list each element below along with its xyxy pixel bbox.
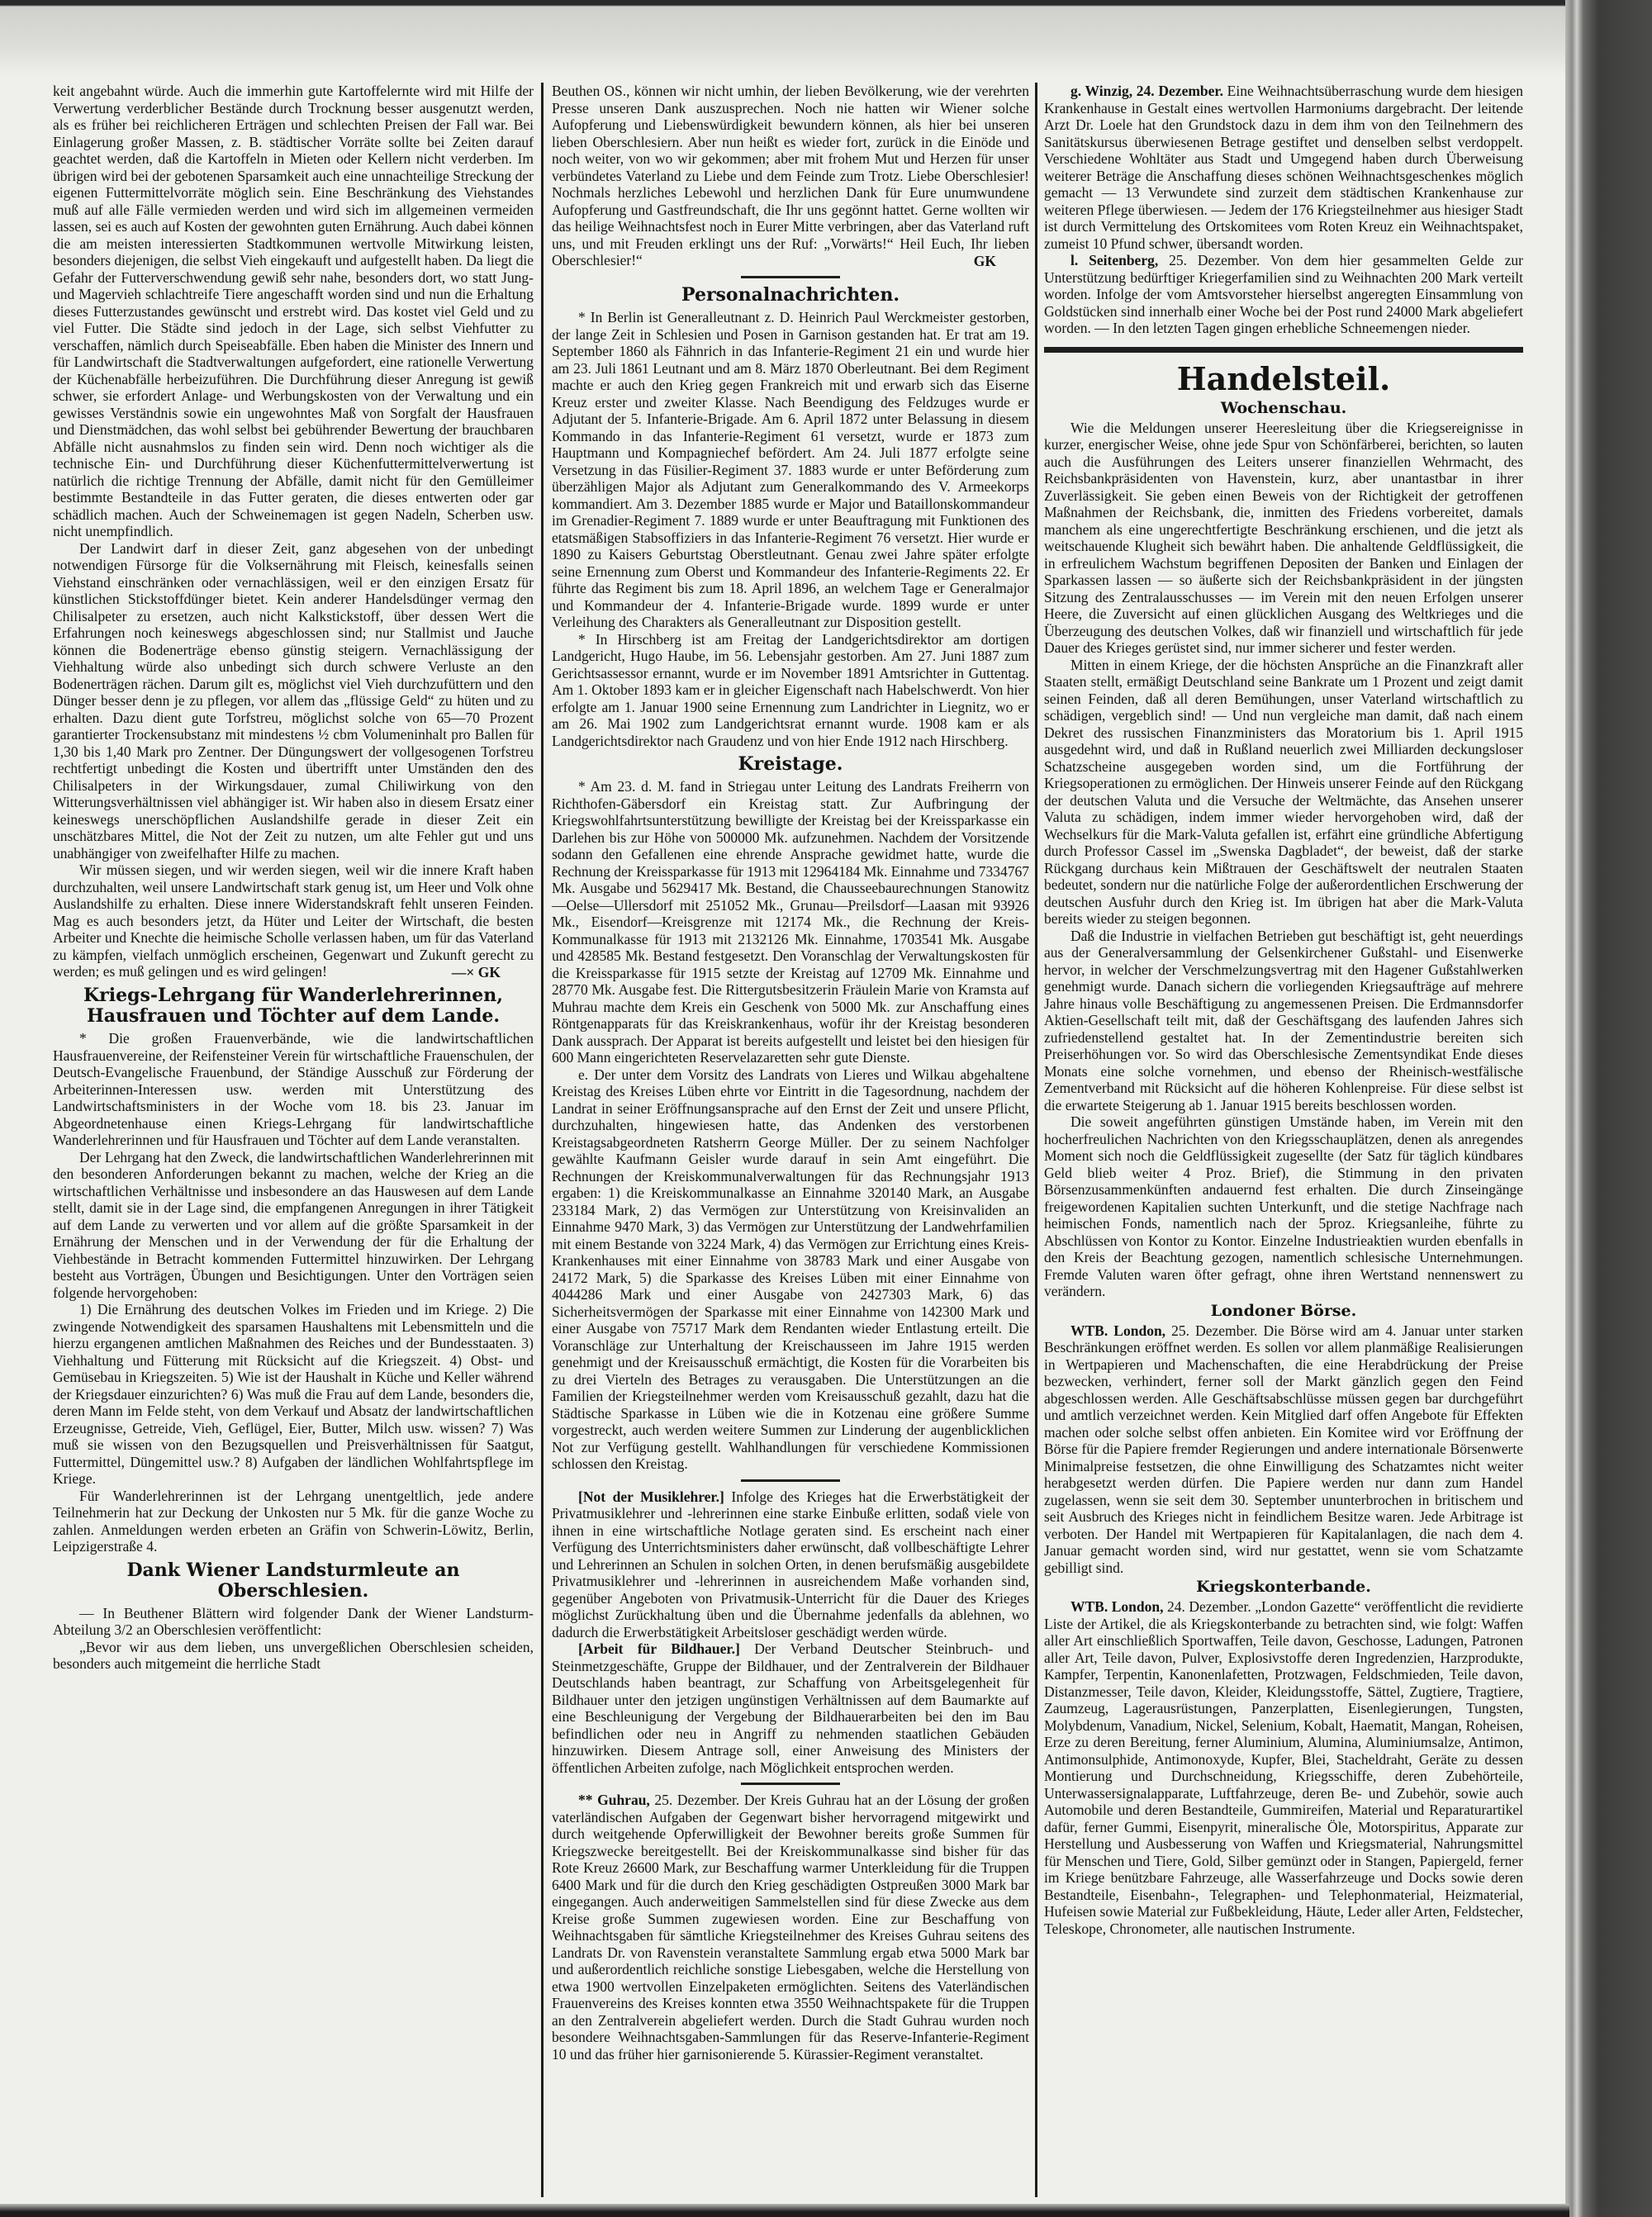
section-divider bbox=[1044, 347, 1523, 353]
paragraph-text: Wir müssen siegen, und wir werden siegen, weil wir die innere Kraft haben durchzuhalten, weil unsere Landwirtschaft stark genug ist, um Heer und Volk ohne Auslandshilfe zu erhalten. Diese innere Widerstandskraft fehlt unseren Feinden. Mag es auch besonders jetzt, da Hüter und Leiter der Wirtschaft, die besten Arbeiter und Knechte die heimische Scholle verlassen haben, um für das Vaterland zu kämpfen, vielfach unmöglich erscheinen, Gegenwart und Zukunft gerecht zu werden; es muß gelingen und es wird gelingen! bbox=[53, 862, 534, 980]
article-paragraph bbox=[53, 1301, 534, 1488]
column-divider bbox=[1035, 83, 1037, 2197]
article-paragraph bbox=[1044, 252, 1523, 337]
scan-binding-edge bbox=[1565, 0, 1652, 2217]
section-divider bbox=[741, 1783, 840, 1785]
paragraph-dateline: ** Guhrau, bbox=[578, 1792, 650, 1808]
paragraph-text: Mitten in einem Kriege, der die höchsten Ansprüche an die Finanzkraft aller Staaten stellt, ermäßigt Deutschland seine Bankrate um 1 Prozent und zeigt damit seinen Feinden, daß all deren Bemühungen, unser Vaterland wirtschaftlich zu schädigen, vergeblich sind! — Und nun vergleiche man damit, daß nach einem Dekret des russischen Finanzministers das Moratorium bis 1. April 1915 ausgedehnt wird, und daß in Rußland neuerlich zwei Milliarden deckungsloser Schatzscheine ausgegeben worden sind, um die Fortführung der Kriegsoperationen zu ermöglichen. Der Hinweis unserer Feinde auf den Rückgang der deutschen Valuta und die Versuche der Weltmächte, das Ansehen unserer Valuta zu schädigen, indem immer wieder hervorgehoben wird, daß der Wechselkurs für die Mark-Valuta gefallen ist, erfährt eine gründliche Abfertigung durch Professor Cassel im „Swenska Dagbladet“, der beweist, daß der starke Rückgang durchaus kein Mißtrauen der Geschäftswelt der neutralen Staaten bedeutet, sondern nur die natürliche Folge der außerordentlichen Erschwerung der deutschen Ausfuhr durch den Krieg ist. Im übrigen hat aber die Mark-Valuta bereits wieder zu steigen begonnen. bbox=[1044, 656, 1523, 927]
article-paragraph bbox=[552, 1792, 1029, 2063]
article-paragraph bbox=[552, 1488, 1029, 1641]
paragraph-text: Wie die Meldungen unserer Heeresleitung über die Kriegsereignisse in kurzer, energischer Weise, ohne jede Spur von Schönfärberei, berichten, so lauten auch die Ausführungen des Leiters unserer finanziellen Wehrmacht, des Reichsbankpräsidenten von Havenstein, kurz, aber unantastbar in ihrer Zuverlässigkeit. Sie geben einen Beweis von der Richtigkeit der getroffenen Maßnahmen der Reichsbank, die, inmitten des Friedens vorbereitet, damals manchem als eine ungerechtfertigte Beschränkung erschienen, und die jetzt als weitschauende Klugheit sich bewährt haben. Die anhaltende Geldflüssigkeit, die in erfreulichem Wachstum begriffenen Depositen der Banken und Einlagen der Sparkassen lassen — so äußerte sich der Reichsbankpräsident in der jüngsten Sitzung des Zentralausschusses — im Verein mit den neuen Erfolgen unserer Heere, die Zuversicht auf einen glücklichen Ausgang des Weltkrieges und die Überzeugung des deutschen Volkes, daß wir finanziell und wirtschaftlich für jede Dauer des Krieges gerüstet sind, nur immer sicherer und fester werden. bbox=[1044, 419, 1523, 656]
paragraph-dateline: l. Seitenberg, bbox=[1070, 252, 1159, 268]
section-subheading: Kriegskonterbande. bbox=[1196, 1578, 1371, 1596]
article-paragraph bbox=[53, 540, 534, 862]
section-subheading: Wochenschau. bbox=[1220, 398, 1347, 417]
paragraph-text: * In Berlin ist Generalleutnant z. D. Heinrich Paul Werckmeister gestorben, der lange Zeit in Schlesien und Posen in Garnison gestanden hat. Er trat am 19. September 1860 als Fähnrich in das Infanterie-Regiment 21 ein und wurde hier am 23. Juli 1861 Leutnant und am 8. März 1870 Oberleutnant. Bei dem Regiment machte er auch den Krieg gegen Frankreich mit und erwarb sich das Eiserne Kreuz erster und zweiter Klasse. Nach Beendigung des Feldzuges wurde er Adjutant der 5. Infanterie-Brigade. Am 6. April 1872 unter Belassung in diesem Kommando in das Infanterie-Regiment 61 versetzt, wurde er 1873 zum Hauptmann und Kompagniechef befördert. Am 24. Juli 1877 erfolgte seine Versetzung in das Füsilier-Regiment 37. 1883 wurde er unter Beförderung zum überzähligen Major als Adjutant zum Generalkommando des V. Armeekorps kommandiert. Am 3. Dezember 1885 wurde er Major und Bataillonskommandeur im Grenadier-Regiment 7. 1889 wurde er unter Beauftragung mit Funktionen des etatsmäßigen Stabsoffiziers in das Infanterie-Regiment 76 versetzt. Hier wurde er 1890 zu Kaisers Geburtstag Oberstleutnant. Genau zwei Jahre später erfolgte seine Ernennung zum Oberst und Kommandeur des Infanterie-Regiments 22. Er führte das Regiment bis zum 18. April 1896, an welchem Tage er Generalmajor und Kommandeur der 4. Infanterie-Brigade wurde. 1899 wurde er unter Verleihung des Charakters als Generalleutnant zur Disposition gestellt. bbox=[552, 309, 1029, 630]
newspaper-column-3 bbox=[1044, 83, 1523, 1937]
paragraph-text: 24. Dezember. „London Gazette“ veröffentlicht die revidierte Liste der Artikel, die als Kriegskonterbande zu betrachten sind, wie folgt: Waffen aller Art einschließlich Sportwaffen, Teile davon, Geschosse, Ladungen, Patronen aller Art, Teile davon, Pulver, Explosivstoffe deren Ingredenzien, Harzprodukte, Kampfer, Terpentin, Kanonenlafetten, Protzwagen, Feldschmieden, Teile davon, Distanzmesser, Teile davon, Kleider, Kleidungsstoffe, Sättel, Zugtiere, Tragtiere, Zaumzeug, Lagerausrüstungen, Panzerplatten, Eisenlegierungen, Tungsten, Molybdenum, Vanadium, Nickel, Selenium, Kobalt, Haematit, Mangan, Roheisen, Erze zu deren Bereitung, ferner Aluminium, Alumina, Aluminiumsalze, Antimon, Antimonsulphide, Antimonoxyde, Kupfer, Blei, Stacheldraht, Geräte zu dessen Montierung und Durchschneidung, Kriegsschiffe, deren Zubehörteile, Unterwassersignalapparate, Luftfahrzeuge, deren Be- und Zubehör, sowie auch Automobile und deren Bestandteile, Gummireifen, Material und Reparaturartikel dafür, ferner Gummi, Eisenpyrit, mineralische Öle, Motorspiritus, Apparate zur Herstellung und Ausbesserung von Waffen und Kriegsmaterial, Nahrungsmittel für Menschen und Tiere, Gold, Silber gemünzt oder in Stangen, Papiergeld, ferner im Kriege benützbare Fahrzeuge, alle Wasserfahrzeuge und Docks sowie deren Bestandteile, Eisenbahn-, Telegraphen- und Telephonmaterial, Heizmaterial, Hufeisen sowie Material zur Fußbekleidung, Häute, Leder aller Arten, Feldstecher, Teleskope, Chronometer, alle nautischen Instrumente. bbox=[1044, 1598, 1524, 1937]
page-top-edge bbox=[0, 0, 1569, 76]
paragraph-dateline: g. Winzig, 24. Dezember. bbox=[1070, 83, 1223, 99]
article-paragraph bbox=[53, 1030, 534, 1149]
article-headline: Personalnachrichten. bbox=[681, 284, 900, 306]
paragraph-text: keit angebahnt würde. Auch die immerhin gute Kartoffelernte wird mit Hilfe der Verwertung verderblicher Bestände durch Trocknung besser ausgenutzt werden, als es früher bei reichlicheren Erträgen und schlechten Preisen der Fall war. Bei Einlagerung großer Massen, z. B. städtischer Vorräte sollte bei Zeiten darauf geachtet werden, daß die Kartoffeln in Mieten oder Kellern nicht verderben. Im übrigen wird bei der gebotenen Sparsamkeit auch eine unnachteilige Streckung der eigenen Futtermittelvorräte möglich sein. Eine Beschränkung des Viehstandes muß auf alle Fälle vermieden werden und wird sich im allgemeinen vermeiden lassen, sei es auch auf Kosten der gewohnten guten Ernährung. Auch dabei können die am meisten interessierten Stadtkommunen wertvolle Mitwirkung leisten, besonders diejenigen, die selbst Vieh eingekauft und aufgestellt haben. Da liegt die Gefahr der Futterverschwendung gewiß sehr nahe, besonders dort, wo statt Jung- und Magervieh schlachtreife Tiere angeschafft worden sind und nun die Erhaltung dieses Futterzustandes gewünscht und erstrebt wird. Das kostet viel Geld und zu viel Futter. Die Städte sind jedoch in der Lage, sich selbst Viehfutter zu verschaffen, nämlich durch Speiseabfälle. Eben haben die Minister des Innern und für Landwirtschaft die Stadtverwaltungen aufgefordert, eine rationelle Verwertung der Küchenabfälle herbeizuführen. Die Durchführung dieser Anregung ist gewiß schwer, sie erfordert Anlage- und Werbungskosten von der Verwaltung und ein gewisses Verständnis sowie ein ungewohntes Maß von Sorgfalt der Hausfrauen und Dienstmädchen, das wohl selbst bei gebührender Bewertung der brauchbaren Abfälle nicht ausnahmslos zu finden sein wird. Denn noch wichtiger als die technische Ein- und Durchführung dieser Küchenfuttermittelverwertung ist natürlich die richtige Trennung der Abfälle, damit nicht für den Gemülleimer bestimmte Bestandteile in das Futter geraten, die dieses entwerten oder gar schädlich machen. Auch der Schweinemagen ist gegen Nadeln, Scherben usw. nicht unempfindlich. bbox=[53, 83, 534, 539]
paragraph-text: Daß die Industrie in vielfachen Betrieben gut beschäftigt ist, geht neuerdings aus der Generalversammlung der Gelsenkirchener Gußstahl- und Eisenwerke hervor, in welcher der Verschmelzungsvertrag mit den Hagener Gußstahlwerken genehmigt wurde. Danach sichern die vorliegenden Kriegsaufträge auf mehrere Jahre hinaus volle Beschäftigung zu angemessenen Preisen. Die Erdmannsdorfer Aktien-Gesellschaft teilt mit, daß der Geschäftsgang des laufenden Jahres sich zufriedenstellend gestaltet hat. In der Zementindustrie bereiten sich Preiserhöhungen vor. So wird das Oberschlesische Zementsyndikat Ende dieses Monats eine solche vornehmen, und ebenso der Rheinisch-westfälische Zementverband mit Rücksicht auf die höheren Kohlenpreise. Für diese selbst ist die erwartete Steigerung ab 1. Januar 1915 bereits beschlossen worden. bbox=[1044, 927, 1523, 1113]
paragraph-text: Der Verband Deutscher Steinbruch- und Steinmetzgeschäfte, Gruppe der Bildhauer, und der Zentralverein der Bildhauer Deutschlands haben beantragt, zur Schaffung von Arbeitsgelegenheit für Bildhauer unter den jetzigen ungünstigen Verhältnissen auf dem Baumarkte auf eine Beschleunigung der Vergebung der Bildhauerarbeiten bei den im Bau befindlichen oder neu in Angriff zu nehmenden staatlichen Gebäuden hinzuwirken. Diesem Antrage soll, einer Anweisung des Ministers der öffentlichen Arbeiten zufolge, nach Möglichkeit entsprochen werden. bbox=[552, 1640, 1029, 1776]
author-signature: —× GK bbox=[451, 963, 501, 980]
article-paragraph bbox=[552, 83, 1029, 269]
article-paragraph bbox=[1044, 83, 1523, 252]
article-paragraph bbox=[53, 1149, 534, 1302]
newspaper-column-2 bbox=[552, 83, 1029, 2063]
paragraph-dateline: [Not der Musiklehrer.] bbox=[578, 1488, 724, 1505]
paragraph-text: * Die großen Frauenverbände, wie die landwirtschaftlichen Hausfrauenvereine, der Reifensteiner Verein für wirtschaftliche Frauenschulen, der Deutsch-Evangelische Frauenbund, der Ständige Ausschuß zur Förderung der Arbeiterinnen-Interessen usw. werden mit Unterstützung des Landwirtschaftsministers in der Woche vom 18. bis 23. Januar im Abgeordnetenhause einen Kriegs-Lehrgang für landwirtschaftliche Wanderlehrerinnen und für Hausfrauen und Töchter auf dem Lande veranstalten. bbox=[53, 1030, 534, 1148]
article-paragraph bbox=[1044, 657, 1523, 928]
newspaper-column-1 bbox=[53, 83, 534, 1673]
article-paragraph bbox=[53, 1605, 534, 1639]
author-signature: GK bbox=[973, 252, 996, 269]
paragraph-text: Der Landwirt darf in dieser Zeit, ganz abgesehen von der unbedingt notwendigen Fürsorge für die Volksernährung mit Fleisch, keinesfalls seinen Viehstand einschränken oder vernachlässigen, weil er den einzigen Ersatz für künstlichen Stickstoffdünger bietet. Kein anderer Handelsdünger vermag den Chilisalpeter zu ersetzen, auch nicht Kalkstickstoff, über dessen Wert die Erfahrungen noch keineswegs abgeschlossen sind; nur Stallmist und Jauche können die Bodenerträge ebenso günstig steigern. Vernachlässigung der Viehhaltung würde also unbedingt sich durch schwere Verluste an den Bodenerträgen rächen. Darum gilt es, möglichst viel Vieh durchzufüttern und den Dünger besser denn je zu pflegen, vor allem das „flüssige Geld“ zu hüten und zu erhalten. Dazu dient gute Torfstreu, möglichst solche von 65—70 Prozent garantierter Trockensubstanz mit mindestens ½ cbm Volumeninhalt pro Ballen für 1,30 bis 1,40 Mark pro Zentner. Der Düngungswert der vollgesogenen Torfstreu rechtfertigt unbedingt die Kosten und übertrifft unter Umständen den des Chilisalpeters in der Wirkungsdauer, zumal Chiliwirkung von den Witterungsverhältnissen viel abhängiger ist. Wir haben also in diesem Ersatz einer keineswegs unerschöpflichen Auslandshilfe gerade in dieser Zeit ein unschätzbares Mittel, die Not der Zeit zu nutzen, um alte Fehler gut und uns unabhängiger von zweifelhafter Hilfe zu machen. bbox=[53, 539, 534, 862]
paragraph-text: 25. Dezember. Die Börse wird am 4. Januar unter starken Beschränkungen eröffnet werden. Es sollen vor allem planmäßige Realisierungen in Wertpapieren und Machenschaften, die eine Herabdrückung der Preise bezwecken, verhindert, ferner soll der Markt gänzlich gegen den Feind abgeschlossen werden. Alle Geschäftsabschlüsse müssen gegen bar durchgeführt und amtlich verzeichnet werden. Kein Mitglied darf offen Angebote für Effekten machen oder solche selbst offen anbieten. Ein Komitee wird vor Eröffnung der Börse für die Papiere fremder Regierungen und andere internationale Börsenwerte Minimalpreise festsetzen, die ohne Einwilligung des Schatzamtes nicht weiter herabgesetzt werden dürfen. Die Papiere werden nur dann zum Handel zugelassen, wenn sie seit dem 30. September ununterbrochen in britischem und seit Ausbruch des Krieges nicht in feindlichem Besitze waren. Jede Arbitrage ist verboten. Der Handel mit Wertpapieren für Kapitalanlagen, die nach dem 4. Januar gemacht worden sind, wird nur gestattet, wenn sie vom Schatzamte gebilligt sind. bbox=[1044, 1322, 1523, 1576]
article-paragraph bbox=[53, 1639, 534, 1673]
paragraph-text: Infolge des Krieges hat die Erwerbstätigkeit der Privatmusiklehrer und -lehrerinnen eine starke Einbuße erlitten, sodaß viele von ihnen in eine wirtschaftliche Notlage geraten sind. Es erscheint nach einer Verfügung des Unterrichtsministers daher erwünscht, daß vollbeschäftigte Lehrer und Lehrerinnen an Schulen in solchen Orten, in denen berufsmäßig ausgebildete Privatmusiklehrer und -lehrerinnen in ausreichendem Maße vorhanden sind, gegenüber Angeboten von Privatmusik-Unterricht für die Dauer des Krieges möglichst Zurückhaltung üben und die Übernahme jedenfalls da ablehnen, wo dadurch die Erwerbstätigkeit Arbeitsloser geschädigt werden würde. bbox=[552, 1488, 1030, 1640]
paragraph-text: „Bevor wir aus dem lieben, uns unvergeßlichen Oberschlesien scheiden, besonders auch mitgemeint die herrliche Stadt bbox=[53, 1638, 534, 1672]
paragraph-text: Beuthen OS., können wir nicht umhin, der lieben Bevölkerung, wie der verehrten Presse unseren Dank auszusprechen. Noch nie hatten wir Wiener solche Aufopferung und Liebenswürdigkeit bewundern können, als hier bei unseren lieben Oberschlesiern. Aber nun heißt es wieder fort, zurück in die Einöde und noch weiter, von wo wir gekommen; aber mit frohem Mut und Herzen für unser verbündetes Vaterland zu Liebe und dem Feinde zum Trotz. Liebe Oberschlesier! Nochmals herzliches Lebewohl und herzlichen Dank für Eure unumwundene Aufopferung und Gastfreundschaft, die Ihr uns gegönnt hattet. Gerne wollten wir das heilige Weihnachtsfest noch in Eurer Mitte verbringen, aber das Vaterland ruft uns, und mit Freuden erklingt uns der Ruf: „Vorwärts!“ Heil Euch, Ihr lieben Oberschlesier!“ bbox=[552, 83, 1029, 268]
article-headline: Kreistage. bbox=[738, 753, 843, 775]
section-divider bbox=[741, 1479, 840, 1482]
paragraph-text: Die soweit angeführten günstigen Umstände haben, im Verein mit den hocherfreulichen Nachrichten von den Kriegsschauplätzen, denen als anregendes Moment sich noch die Geldflüssigkeit zugesellte (der Satz für täglich kündbares Geld blieb weiter 4 Proz. Brief), die Stimmung in den privaten Börsenzusammenkünften andauernd fest erhalten. Die durch Zinseingänge freigewordenen Kapitalien suchten Unterkunft, und die stetige Nachfrage nach heimischen Fonds, namentlich nach der 5proz. Kriegsanleihe, führte zu Abschlüssen von Kontor zu Kontor. Einzelne Industrieaktien wurden ebenfalls in den Kreis der Beachtung gezogen, namentlich schlesische Unternehmungen. Fremde Valuten waren öfter gefragt, ohne ihren Wertstand nennenswert zu verändern. bbox=[1044, 1113, 1523, 1299]
article-paragraph bbox=[552, 1640, 1029, 1776]
article-headline: Handelsteil. bbox=[1176, 359, 1391, 397]
paragraph-dateline: WTB. London, bbox=[1070, 1322, 1166, 1339]
article-paragraph bbox=[53, 862, 534, 980]
paragraph-text: * Am 23. d. M. fand in Striegau unter Leitung des Landrats Freiherrn von Richthofen-Gäbersdorf ein Kreistag statt. Zur Aufbringung der Kriegswohlfahrtsunterstützung bewilligte der Kreistag bei der Kreissparkasse ein Darlehen bis zur Höhe von 500000 Mk. aufzunehmen. Nachdem der Vorsitzende sodann den Gefallenen eine ehrende Ansprache gewidmet hatte, wurde die Rechnung der Kreissparkasse für 1913 mit 12964184 Mk. Einnahme und 7334767 Mk. Ausgabe und 5629417 Mk. Bestand, die Chausseebaurechnungen Stanowitz—Oelse—Ullersdorf mit 251052 Mk., Grunau—Preilsdorf—Laasan mit 93926 Mk., Eisendorf—Kreisgrenze mit 12174 Mk., die Rechnung der Kreis-Kommunalkasse für 1913 mit 2132126 Mk. Einnahme, 1703541 Mk. Ausgabe und 428585 Mk. Bestand festgesetzt. Den Voranschlag der Verwaltungskosten für die Kreissparkasse für 1915 setzte der Kreistag auf 12709 Mk. Einnahme und 28770 Mk. Ausgabe fest. Die Rittergutsbesitzerin Fräulein Marie von Kramsta auf Muhrau machte dem Kreis ein Geschenk von 5000 Mk. zur Anschaffung eines Röntgenapparats für das Kreiskrankenhaus, wofür ihr der Kreistag besonderen Dank aussprach. Der Apparat ist bereits aufgestellt und leistet bei den hiesigen für 600 Mann eingerichteten Reservelazaretten sehr gute Dienste. bbox=[552, 778, 1029, 1066]
paragraph-text: * In Hirschberg ist am Freitag der Landgerichtsdirektor am dortigen Landgericht, Hugo Haube, im 56. Lebensjahr gestorben. Am 27. Juni 1887 zum Gerichtsassessor ernannt, wurde er im November 1891 Amtsrichter in Guttentag. Am 1. Oktober 1893 kam er in gleicher Eigenschaft nach Habelschwerdt. Von hier erfolgte am 1. Januar 1900 seine Ernennung zum Landrichter in Liegnitz, wo er am 26. Mai 1902 zum Landgerichtsrat ernannt wurde. 1908 kam er als Landgerichtsdirektor nach Graudenz und von hier Ende 1912 nach Hirschberg. bbox=[552, 630, 1029, 749]
article-paragraph bbox=[552, 309, 1029, 631]
paragraph-text: Eine Weihnachtsüberraschung wurde dem hiesigen Krankenhause in Gestalt eines wertvollen Harmoniums dargebracht. Der leitende Arzt Dr. Loele hat den Grundstock dazu in dem ihm von den Teilnehmern des Sanitätskursus überwiesenen Betrage gestiftet und denselben selbst verdoppelt. Verschiedene Wohltäter aus Stadt und Umgegend haben durch Überweisung weiterer Beträge die Anschaffung dieses schönen Weihnachtsgeschenkes möglich gemacht — 13 Verwundete sind zurzeit dem städtischen Krankenhause zur weiteren Pflege überwiesen. — Jedem der 176 Kriegsteilnehmer aus hiesiger Stadt ist durch Vermittelung des Ortskomitees vom Roten Kreuz ein Weihnachtspaket, zumeist 10 Pfund schwer, übersandt worden. bbox=[1044, 83, 1523, 252]
article-paragraph bbox=[552, 1066, 1029, 1473]
article-headline: Kriegs-Lehrgang für Wanderlehrerinnen, Hausfrauen und Töchter auf dem Lande. bbox=[83, 985, 503, 1027]
article-headline: Dank Wiener Landsturmleute an Oberschlesien. bbox=[126, 1559, 460, 1602]
paragraph-text: — In Beuthener Blättern wird folgender Dank der Wiener Landsturm-Abteilung 3/2 an Oberschlesien veröffentlicht: bbox=[53, 1604, 534, 1638]
paragraph-text: 25. Dezember. Der Kreis Guhrau hat an der Lösung der großen vaterländischen Aufgaben der Gegenwart bisher hervorragend mitgewirkt und durch weitgehende Opferwilligkeit der Bewohner bereits große Summen für Kriegszwecke bereitgestellt. Bei der Kreiskommunalkasse sind bisher für das Rote Kreuz 26600 Mark, zur Beschaffung warmer Unterkleidung für die Truppen 6400 Mark und für die durch den Krieg geschädigten Ostpreußen 3000 Mark bar eingegangen. Auch anderweitigen Sammelstellen sind für diese Zwecke aus dem Kreise große Summen zugewiesen worden. Eine zur Beschaffung von Weihnachtsgaben für sämtliche Kriegsteilnehmer des Kreises Guhrau seitens des Landrats Dr. von Ravenstein veranstaltete Sammlung ergab etwa 5000 Mark bar und außerordentlich reichliche sonstige Liebesgaben, welche die Herstellung von etwa 1900 wertvollen Einzelpaketen ermöglichten. Seitens des Vaterländischen Frauenvereins des Kreises konnten etwa 3550 Weihnachtspakete für die Truppen an den Zentralverein abgeliefert werden. Durch die Stadt Guhrau wurden noch besondere Weihnachtsgaben-Sammlungen für das Reserve-Infanterie-Regiment 10 und das früher hier garnisonierende 5. Kürassier-Regiment veranstaltet. bbox=[552, 1792, 1029, 2063]
article-paragraph bbox=[1044, 420, 1523, 657]
article-paragraph bbox=[1044, 928, 1523, 1114]
article-paragraph bbox=[1044, 1322, 1523, 1577]
column-divider bbox=[541, 83, 544, 2197]
article-paragraph bbox=[552, 631, 1029, 750]
section-subheading: Londoner Börse. bbox=[1210, 1301, 1357, 1320]
paragraph-text: 1) Die Ernährung des deutschen Volkes im Frieden und im Kriege. 2) Die zwingende Notwendigkeit des sparsamen Haushaltens mit Lebensmitteln und die hierzu ergangenen amtlichen Maßnahmen des Reiches und der Bundesstaaten. 3) Viehhaltung und Fütterung mit Rücksicht auf die Kriegszeit. 4) Obst- und Gemüsebau in Kriegszeiten. 5) Wie ist der Haushalt in Küche und Keller während der Kriegsdauer einzurichten? 6) Was muß die Frau auf dem Lande, besonders die, deren Mann im Felde steht, von dem Verkauf und Absatz der landwirtschaftlichen Erzeugnisse, Getreide, Vieh, Geflügel, Eier, Butter, Milch usw. wissen? 7) Was muß sie wissen von den Bezugsquellen und Preisverhältnissen für Saatgut, Futtermittel, Düngemittel usw.? 8) Aufgaben der ländlichen Wohlfahrtspflege im Kriege. bbox=[53, 1301, 534, 1487]
article-paragraph bbox=[1044, 1113, 1523, 1300]
paragraph-text: 25. Dezember. Von dem hier gesammelten Gelde zur Unterstützung bedürftiger Kriegerfamilien sind zu Weihnachten 200 Mark verteilt worden. Infolge der vom Amtsvorsteher hierselbst angeregten Einsammlung von Goldstücken sind innerhalb einer Woche bei der Post rund 24000 Mark abgeliefert worden. — In den letzten Tagen gingen erhebliche Schneemengen nieder. bbox=[1044, 252, 1523, 336]
article-paragraph bbox=[53, 1488, 534, 1555]
paragraph-text: e. Der unter dem Vorsitz des Landrats von Lieres und Wilkau abgehaltene Kreistag des Kreises Lüben ehrte vor Eintritt in die Tagesordnung, nachdem der Landrat in seiner Eröffnungsansprache auf den Ernst der Zeit und unsere Pflicht, durchzuhalten, hingewiesen hatte, das Andenken des verstorbenen Kreistagsabgeordneten Ratsherrn George Müller. Der zu seinem Nachfolger gewählte Kaufmann Geisler wurde darauf in sein Amt eingeführt. Die Rechnungen der Kreiskommunalverwaltungen für das Rechnungsjahr 1913 ergaben: 1) die Kreiskommunalkasse an Einnahme 320140 Mark, an Ausgabe 233184 Mark, 2) das Vermögen zur Unterstützung von Kreisinvaliden an Einnahme 9470 Mark, 3) das Vermögen zur Unterstützung der Landwehrfamilien mit einem Bestande von 3224 Mark, 4) das Vermögen zur Errichtung eines Kreis-Krankenhauses mit einer Einnahme von 38783 Mark und einer Ausgabe von 24172 Mark, 5) die Sparkasse des Kreises Lüben mit einer Einnahme von 4044286 Mark und einer Ausgabe von 2427303 Mark, 6) das Sicherheitsvermögen der Sparkasse mit einer Einnahme von 142300 Mark und einer Ausgabe von 75717 Mark dem Rendanten wieder Entlastung erteilt. Die Voranschläge zur Unterhaltung der Kreischausseen im Jahre 1915 werden genehmigt und der Kreisausschuß ermächtigt, die Kosten für die Vorarbeiten bis zu drei Vierteln des Betrages zu verausgaben. Die Unterstützungen an die Familien der Kriegsteilnehmer werden vom Kreisausschuß gezahlt, dazu hat die Städtische Sparkasse in Lüben wie die in Kotzenau eine größere Summe vorgestreckt, auch werden weitere Summen zur Linderung der augenblicklichen Not zur Verfügung gestellt. Wahlhandlungen für verschiedene Kommissionen schlossen den Kreistag. bbox=[552, 1066, 1029, 1472]
paragraph-dateline: WTB. London, bbox=[1070, 1598, 1164, 1615]
section-divider bbox=[741, 276, 840, 278]
paragraph-dateline: [Arbeit für Bildhauer.] bbox=[578, 1640, 740, 1657]
article-paragraph bbox=[1044, 1598, 1523, 1937]
article-paragraph bbox=[552, 778, 1029, 1066]
article-paragraph bbox=[53, 83, 534, 540]
page-bottom-edge bbox=[0, 2204, 1569, 2217]
paragraph-text: Für Wanderlehrerinnen ist der Lehrgang unentgeltlich, jede andere Teilnehmerin hat zur Deckung der Unkosten nur 5 Mk. für die ganze Woche zu zahlen. Anmeldungen werden erbeten an Gräfin von Schwerin-Löwitz, Berlin, Leipzigerstraße 4. bbox=[53, 1487, 534, 1555]
paragraph-text: Der Lehrgang hat den Zweck, die landwirtschaftlichen Wanderlehrerinnen mit den besonderen Anforderungen bekannt zu machen, welche der Krieg an die wirtschaftlichen Verhältnisse und insbesondere an das Hauswesen auf dem Lande stellt, damit sie in der Lage sind, die empfangenen Anregungen in ihrer Tätigkeit auf dem Lande zu verwerten und vor allem auf die größte Sparsamkeit in der Ernährung der Menschen und in der Verwendung der für die Erhaltung der Viehbestände in Betracht kommenden Futtermittel hinzuwirken. Der Lehrgang besteht aus Vorträgen, Übungen und Besichtigungen. Unter den Vorträgen seien folgende hervorgehoben: bbox=[53, 1148, 534, 1301]
